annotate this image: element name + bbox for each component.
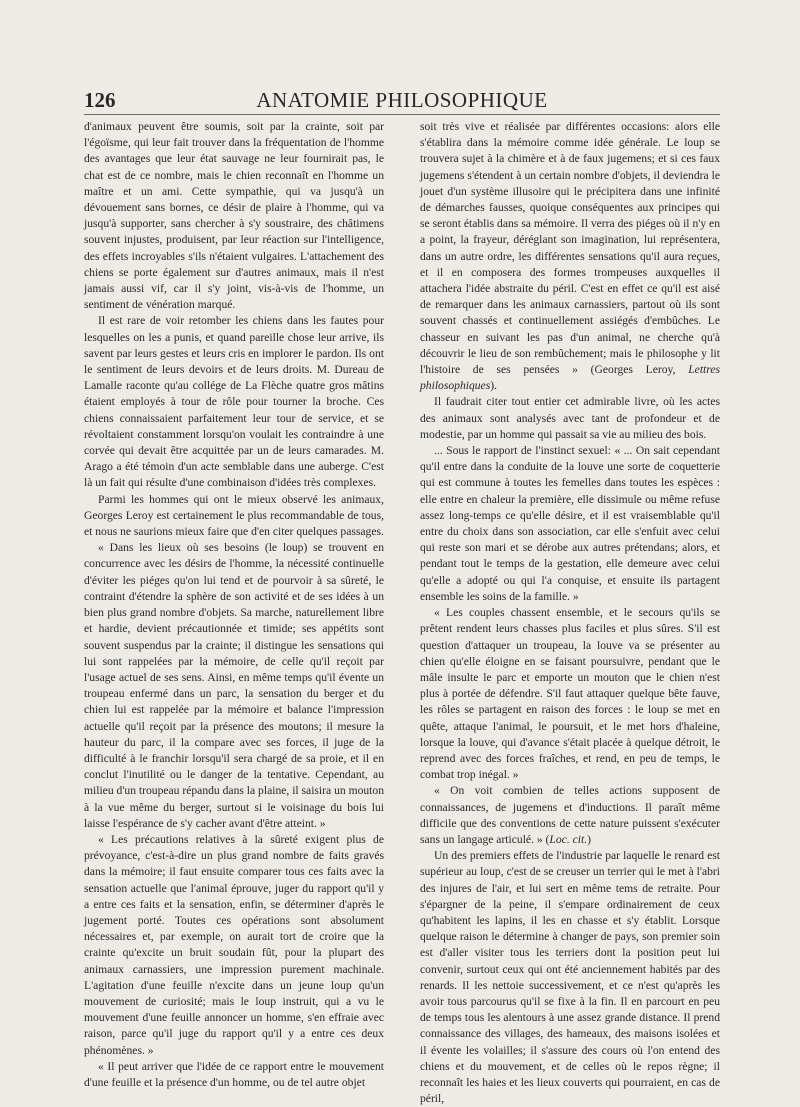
- citation-close: ).: [490, 379, 497, 393]
- paragraph-text: « On voit combien de telles actions supposent de connaissances, de jugemens et d'inductions. Il paraît même difficile que des conventions de cette nature puissent s'exécuter sans un langage articulé. » (: [420, 784, 720, 846]
- text-column-left: [84, 119, 384, 1091]
- book-citation: Lettres philosophiques: [420, 363, 720, 393]
- citation-close: ): [587, 832, 591, 846]
- paragraph: Il faudrait citer tout entier cet admirable livre, où les actes des animaux sont analysés avec tant de profondeur et de modestie, par un homme qui passait sa vie au milieu des bois.: [420, 395, 720, 441]
- paragraph: « Il peut arriver que l'idée de ce rapport entre le mouvement d'une feuille et la présence d'un homme, ou de tel autre objet: [84, 1059, 384, 1089]
- header-rule: [84, 114, 720, 115]
- paragraph: « Dans les lieux où ses besoins (le loup) se trouvent en concurrence avec les désirs de l'homme, la nécessité continuelle d'éviter les piéges qu'on lui tend et de pourvoir à sa sûreté, le contraint d'étendre la sphère de son activité et de ses idées à un bien plus grand nombre d'objets. Sa marche, naturellement libre et hardie, devient précautionnée et timide; ses appétits sont souvent suspendus par la crainte; il distingue les sensations qui lui sont rappelées par la mémoire, de celle qu'il reçoit par l'usage actuel de ses sens. Ainsi, en même temps qu'il évente un troupeau enfermé dans un parc, la sensation du berger et du chien lui est rappelée par la mémoire et balance l'impression actuelle qu'il reçoit par la présence des moutons; il mesure la hauteur du parc, il la compare avec ses forces, il juge de la difficulté à le franchir lorsqu'il sera chargé de sa proie, et il en conclut l'inutilité ou le danger de la tentative. Cependant, au milieu d'un troupeau répandu dans la plaine, il saisira un mouton à la vue même du berger, surtout si le voisinage du bois lui laisse l'espérance de s'y cacher avant d'être atteint. »: [84, 541, 384, 830]
- paragraph: Un des premiers effets de l'industrie par laquelle le renard est supérieur au loup, c'est de se creuser un terrier qui le met à l'abri des injures de l'air, et lui sert en même tems de retraite. Pour s'épargner de la peine, il s'empare ordinairement de ceux qu'habitent les lapins, il les en chasse et s'y établit. Lorsque quelque raison le détermine à changer de pays, son premier soin est d'aller visiter tous les terriers dont la position peut lui convenir, surtout ceux qui ont été anciennement habités par des renards. Il les nettoie successivement, et ce n'est qu'après les avoir tous parcourus qu'il se fixe à la fin. Il en parcourt en peu de temps tous les alentours à une assez grande distance. Il prend connaissance des villages, des hameaux, des maisons isolées et il évente les volailles; il s'assure des cours où l'on entend des chiens et du mouvement, et de celles où le repos règne; il reconnaît les haies et les lieux couverts qui pourraient, en cas de péril,: [420, 849, 720, 1106]
- paragraph: [420, 119, 720, 394]
- paragraph-text: soit très vive et réalisée par différentes occasions: alors elle s'établira dans la mémoire comme idée générale. Le loup se trouvera sujet à la chimère et à de faux jugemens; et si ces faux jugemens s'étendent à un certain nombre d'objets, il deviendra le jouet d'un système illusoire qui le précipitera dans une infinité de démarches fausses, quoique conséquentes aux principes qui se seront établis dans sa mémoire. Il verra des piéges où il n'y en a point, la frayeur, déréglant son imagination, lui représentera, dans un autre ordre, les différentes sensations qu'il aura reçues, et il en composera des formes trompeuses auxquelles il attachera l'idée abstraite du péril. C'est en effet ce qu'il est aisé de remarquer dans les animaux carnassiers, partout où ils sont souvent chassés et continuellement assiégés d'embûches. Le chasseur en suivant les pas d'un animal, ne cherche qu'à découvrir le lieu de son rembûchement; mais le philosophe y lit l'histoire de ses pensées » (Georges Leroy,: [420, 120, 720, 377]
- paragraph: « Les couples chassent ensemble, et le secours qu'ils se prêtent rendent leurs chasses plus faciles et plus sûres. S'il est question d'attaquer un troupeau, la louve va se présenter au chien qu'elle éloigne en se faisant poursuivre, pendant que le mâle insulte le parc et emporte un mouton que le chien n'est plus à portée de défendre. S'il faut attaquer quelque bête fauve, les rôles se partagent en raison des forces : le loup se met en quête, attaque l'animal, le poursuit, et le met hors d'haleine, lorsque la louve, qui d'avance s'était placée à quelque détroit, le reprend avec des forces fraîches, et rend, en peu de temps, le combat trop inégal. »: [420, 606, 720, 782]
- paragraph: Parmi les hommes qui ont le mieux observé les animaux, Georges Leroy est certainement le plus recommandable de tous, et nous ne saurions mieux faire que d'en citer quelques passages.: [84, 492, 384, 539]
- page-header: [84, 88, 720, 114]
- paragraph: d'animaux peuvent être soumis, soit par la crainte, soit par l'égoïsme, qui leur fait trouver dans la fréquentation de l'homme des avantages que leur état sauvage ne leur fournirait pas, le chat est de ce nombre, mais le chien reconnaît en l'homme un maître et un ami. Cette sympathie, qui va jusqu'à un dévouement sans bornes, ce désir de plaire à l'homme, qui va jusqu'à supporter, sans chercher à s'y soustraire, des châtimens souvent injustes, produisent, par leur réaction sur l'intelligence, des effets incroyables s'ils n'étaient vulgaires. L'attachement des chiens se porte également sur d'autres animaux, mais il n'est jamais aussi vif, car il s'y joint, vis-à-vis de l'homme, un sentiment de vénération marqué.: [84, 120, 384, 312]
- loc-cit-citation: Loc. cit.: [549, 832, 588, 846]
- page-number: 126: [84, 88, 116, 112]
- paragraph: ... Sous le rapport de l'instinct sexuel: « ... On sait cependant qu'il entre dans la conduite de la louve une sorte de coquetterie qui est commune à toutes les femelles dans toutes les espèces : elle entre en chaleur la première, elle dissimule ou même refuse assez long-temps ce qu'elle désire, et il est vraisemblable qu'il entre du choix dans son association, car elle s'enfuit avec celui qui reste son mari et se dérobe aux autres prétendans; alors, et pendant tout le temps de la gestation, elle demeure avec celui qu'elle a adopté ou qui l'a conquise, et ensuite ils partagent ensemble les soins de la famille. »: [420, 444, 720, 603]
- running-title: ANATOMIE PHILOSOPHIQUE: [256, 88, 548, 112]
- paragraph: [420, 783, 720, 848]
- paragraph: Il est rare de voir retomber les chiens dans les fautes pour lesquelles on les a punis, et quand pareille chose leur arrive, ils savent par leurs gestes et leurs cris en implorer le pardon. Ils ont le sentiment de leurs devoirs et de leurs droits. M. Dureau de Lamalle raconte qu'au collége de La Flèche quatre gros mâtins étaient employés à tour de rôle pour tourner la broche. Ces chiens connaissaient parfaitement leur tour de service, et se révoltaient constamment lorsqu'on voulait les contraindre à une corvée qui devait être acquittée par un de leurs camarades. M. Arago a été témoin d'un acte semblable dans une auberge. C'est là un fait qui résulte d'une combinaison d'idées très complexes.: [84, 314, 384, 490]
- text-column-right: [420, 119, 720, 1107]
- paragraph: « Les précautions relatives à la sûreté exigent plus de prévoyance, c'est-à-dire un plus grand nombre de faits gravés dans la mémoire; il faut ensuite comparer tous ces faits avec la sensation actuelle que l'animal éprouve, juger du rapport qu'il y a entre ces faits et la sensation, enfin, se déterminer d'après le jugement porté. Toutes ces opérations sont absolument nécessaires et, par exemple, on aurait tort de croire que la crainte qu'excite un bruit soudain fût, pour la plupart des animaux carnassiers, une impression purement machinale. L'agitation d'une feuille n'excite dans un jeune loup qu'un mouvement de curiosité; mais le loup instruit, qui a vu le mouvement d'une feuille annoncer un homme, s'en effraie avec raison, parce qu'il juge du rapport qu'il y a entre ces deux phénomènes. »: [84, 832, 384, 1057]
